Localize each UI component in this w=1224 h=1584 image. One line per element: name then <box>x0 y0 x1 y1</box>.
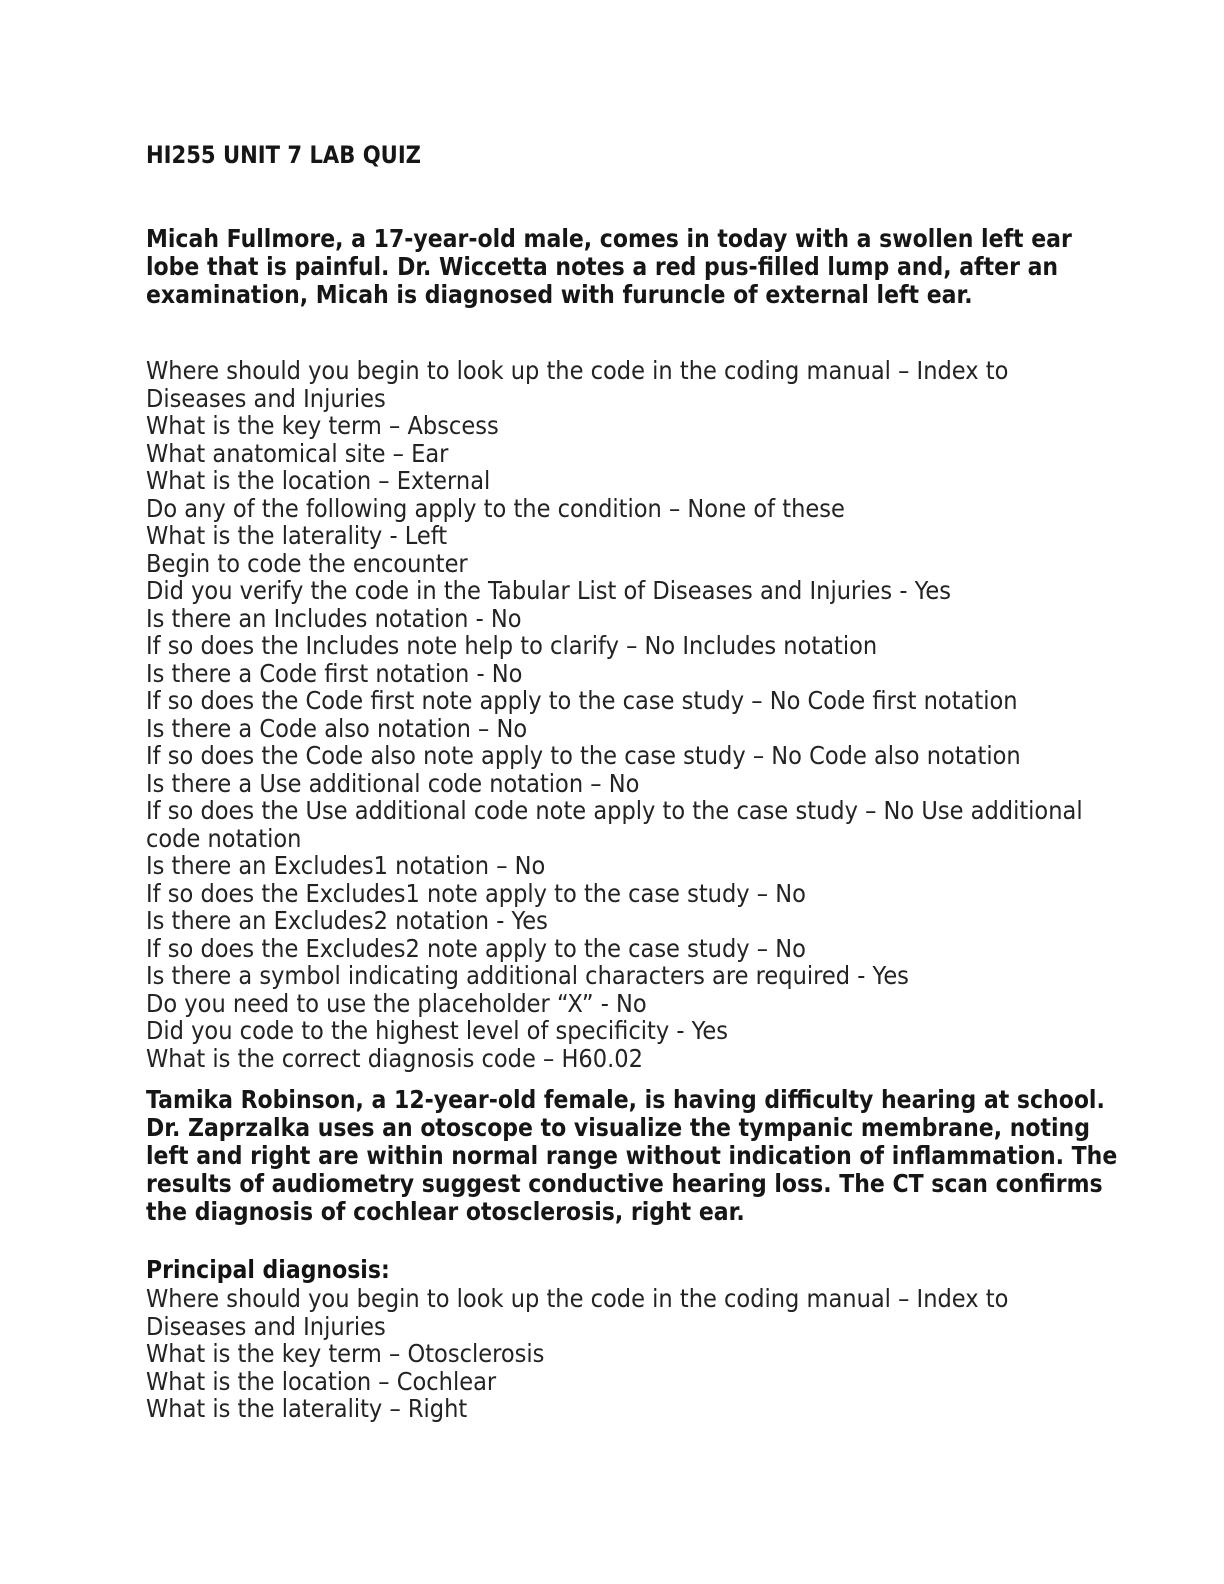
text-line: Is there an Excludes1 notation – No <box>146 851 546 880</box>
text-line: What is the location – External <box>146 466 491 495</box>
text-line: What is the correct diagnosis code – H60.02 <box>146 1043 643 1073</box>
text-line: the diagnosis of cochlear otosclerosis, right ear. <box>146 1197 745 1226</box>
text-line: Diseases and Injuries <box>146 1311 386 1341</box>
text-line: Do you need to use the placeholder “X” - No <box>146 988 647 1018</box>
text-line: Where should you begin to look up the code in the coding manual – Index to <box>146 1284 1009 1313</box>
text-line: If so does the Code also note apply to the case study – No Code also notation <box>146 741 1021 770</box>
text-line: Is there an Includes notation - No <box>146 603 522 633</box>
case2-qa-list <box>146 1285 1164 1423</box>
text-line: results of audiometry suggest conductive hearing loss. The CT scan confirms <box>146 1169 1103 1198</box>
text-line: lobe that is painful. Dr. Wiccetta notes a red pus-filled lump and, after an <box>146 252 1059 281</box>
text-line: examination, Micah is diagnosed with furuncle of external left ear. <box>146 280 973 309</box>
text-line: Do any of the following apply to the condition – None of these <box>146 493 845 523</box>
text-line: Micah Fullmore, a 17-year-old male, comes in today with a swollen left ear <box>146 224 1072 253</box>
text-line: What is the laterality – Right <box>146 1394 468 1423</box>
text-line: If so does the Excludes2 note apply to the case study – No <box>146 933 806 963</box>
text-line: Is there a Use additional code notation – No <box>146 768 640 798</box>
text-line: Dr. Zaprzalka uses an otoscope to visualize the tympanic membrane, noting <box>146 1113 1090 1142</box>
text-line: Diseases and Injuries <box>146 383 386 413</box>
text-line: What anatomical site – Ear <box>146 438 449 468</box>
text-line: What is the key term – Otosclerosis <box>146 1339 545 1368</box>
text-line: If so does the Excludes1 note apply to the case study – No <box>146 878 806 908</box>
text-line: Is there a Code first notation - No <box>146 658 523 688</box>
text-line: What is the location – Cochlear <box>146 1366 497 1396</box>
text-line: Where should you begin to look up the code in the coding manual – Index to <box>146 356 1009 385</box>
case1-intro-paragraph <box>146 225 1164 309</box>
text-line: Tamika Robinson, a 12-year-old female, is having difficulty hearing at school. <box>146 1085 1105 1114</box>
text-line: If so does the Code first note apply to the case study – No Code first notation <box>146 686 1018 715</box>
principal-diagnosis-heading <box>146 1256 1164 1284</box>
text-line: left and right are within normal range without indication of inflammation. The <box>146 1141 1118 1170</box>
text-line: Is there a symbol indicating additional characters are required - Yes <box>146 961 909 990</box>
text-line: code notation <box>146 823 302 853</box>
page-title-text: HI255 UNIT 7 LAB QUIZ <box>146 141 421 169</box>
text-line: What is the laterality - Left <box>146 521 448 550</box>
text-line: If so does the Includes note help to clarify – No Includes notation <box>146 631 878 660</box>
case2-intro-paragraph <box>146 1086 1164 1226</box>
text-line: If so does the Use additional code note apply to the case study – No Use additional <box>146 796 1083 825</box>
case1-qa-list <box>146 357 1164 1072</box>
text-line: Did you code to the highest level of specificity - Yes <box>146 1016 729 1045</box>
text-line: What is the key term – Abscess <box>146 411 499 440</box>
principal-diagnosis-heading-text: Principal diagnosis: <box>146 1255 390 1284</box>
text-line: Is there an Excludes2 notation - Yes <box>146 906 548 935</box>
page-title <box>146 141 1164 169</box>
text-line: Did you verify the code in the Tabular List of Diseases and Injuries - Yes <box>146 576 952 605</box>
text-line: Is there a Code also notation – No <box>146 713 528 743</box>
text-line: Begin to code the encounter <box>146 548 468 578</box>
